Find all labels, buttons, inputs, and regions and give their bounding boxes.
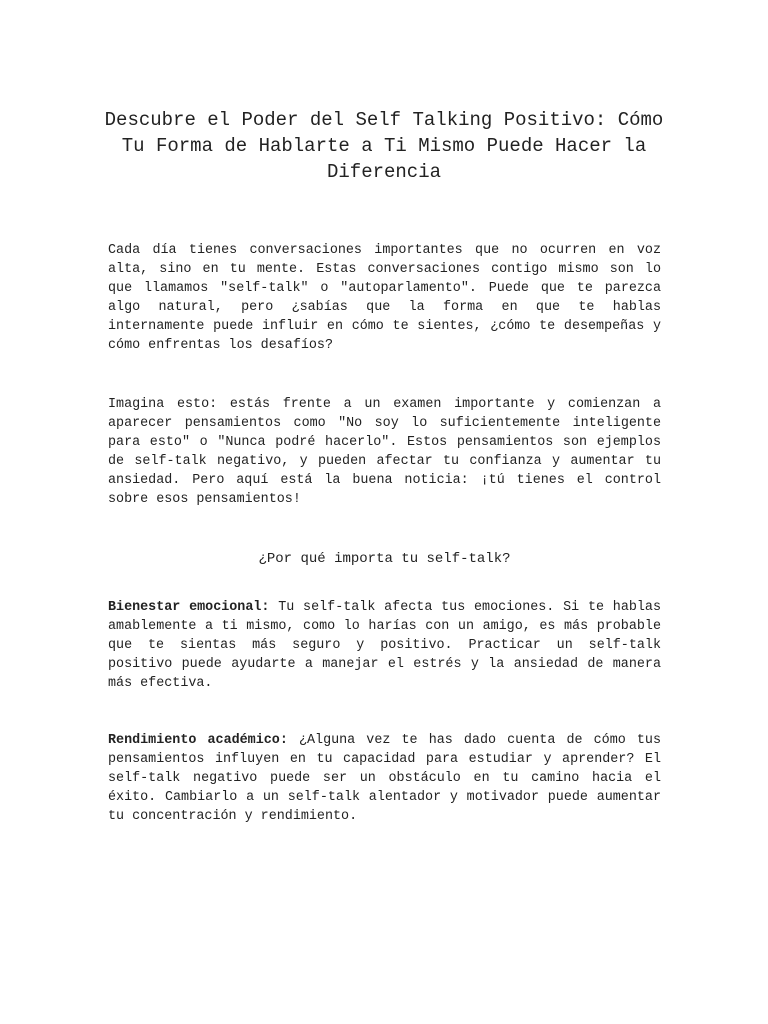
example-paragraph: Imagina esto: estás frente a un examen importante y comienzan a aparecer pensamientos como "No soy lo suficientemente inteligente para esto" o "Nunca podré hacerlo". Estos pensamientos son ejemplos de self-talk negativo, y pueden afectar tu confianza y aumentar tu ansiedad. Pero aquí está la buena noticia: ¡tú tienes el control sobre esos pensamientos! [108,397,661,507]
intro-paragraph: Cada día tienes conversaciones importantes que no ocurren en voz alta, sino en tu mente. Estas conversaciones contigo mismo son lo que llamamos "self-talk" o "autoparlamento". Puede que te parezca algo natural, pero ¿sabías que la forma en que te hablas internamente puede influir en cómo te sientes, ¿cómo te desempeñas y cómo enfrentas los desafíos? [108,243,661,353]
document-title: Descubre el Poder del Self Talking Positivo: Cómo Tu Forma de Hablarte a Ti Mismo Puede Hacer la Diferencia [104,109,664,183]
academic-performance-paragraph [108,731,661,826]
section-heading: ¿Por qué importa tu self-talk? [258,551,511,567]
academic-performance-lead: Rendimiento académico: [108,733,288,748]
academic-performance-text: ¿Alguna vez te has dado cuenta de cómo tus pensamientos influyen en tu capacidad para estudiar y aprender? El self-talk negativo puede ser un obstáculo en tu camino hacia el éxito. Cambiarlo a un self-talk alentador y motivador puede aumentar tu concentración y rendimiento. [108,733,661,824]
emotional-wellbeing-lead: Bienestar emocional: [108,600,270,615]
emotional-wellbeing-text: Tu self-talk afecta tus emociones. Si te hablas amablemente a ti mismo, como lo harías con un amigo, es más probable que te sientas más seguro y positivo. Practicar un self-talk positivo puede ayudarte a manejar el estrés y la ansiedad de manera más efectiva. [108,600,661,691]
emotional-wellbeing-paragraph [108,598,661,693]
